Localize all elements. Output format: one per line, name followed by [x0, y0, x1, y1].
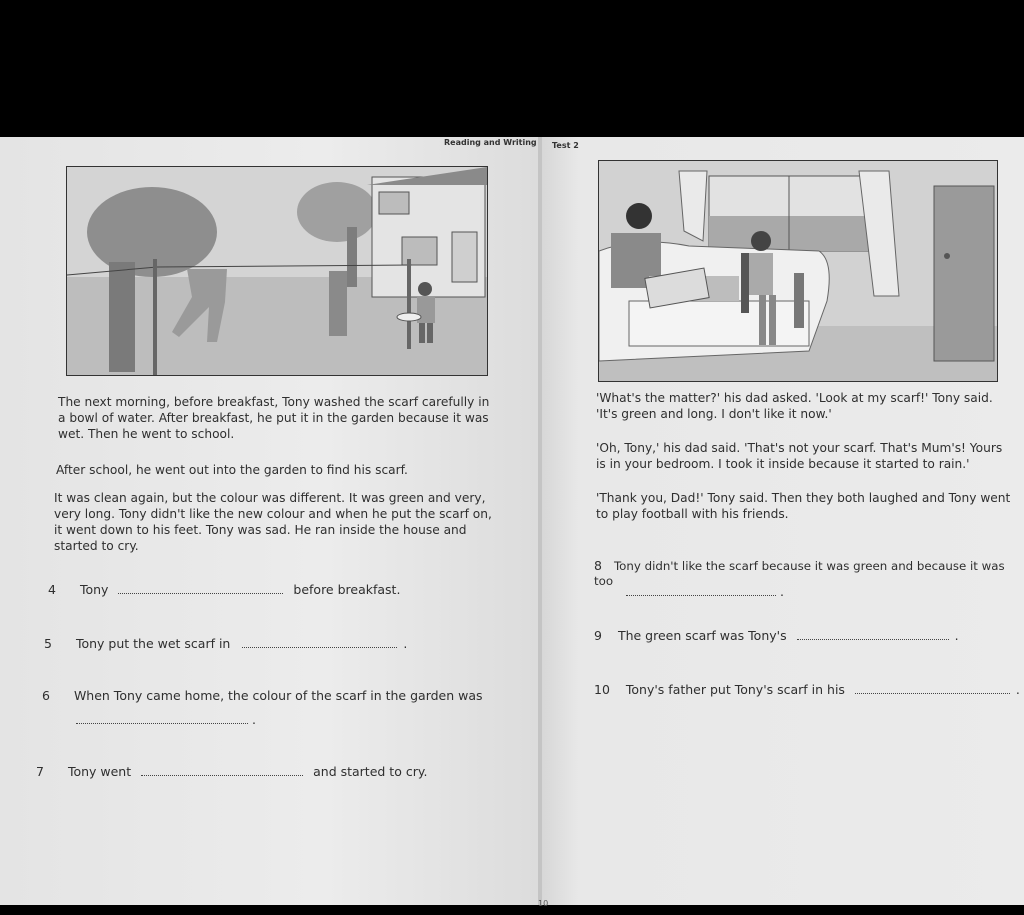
right-paragraph-1: 'What's the matter?' his dad asked. 'Look at my scarf!' Tony said. 'It's green and long. I don't like it now.'	[596, 391, 993, 421]
question-number: 8	[594, 558, 602, 573]
question-text: Tony went	[67, 764, 132, 779]
question-10	[594, 682, 1020, 697]
answer-blank[interactable]	[242, 637, 397, 648]
question-6	[42, 688, 483, 703]
question-number: 9	[594, 628, 602, 643]
left-paragraph-3: It was clean again, but the colour was different. It was green and very, very long. Tony didn't like the new colour and when he put the scarf on, it went down to his feet. Tony was sad. He ran inside the house and started to cry.	[54, 491, 492, 553]
question-6-answer-line	[76, 712, 256, 727]
header-right: Test 2	[552, 141, 579, 150]
garden-clothesline-illustration	[66, 166, 488, 376]
book-gutter	[538, 137, 542, 905]
question-text-end: .	[779, 584, 784, 599]
question-text: When Tony came home, the colour of the scarf in the garden was	[73, 688, 483, 703]
question-number: 6	[42, 688, 50, 703]
question-text-end: before breakfast.	[293, 582, 401, 597]
answer-blank[interactable]	[141, 765, 303, 776]
left-paragraph-2: After school, he went out into the garden to find his scarf.	[56, 463, 408, 477]
question-4	[48, 582, 400, 597]
question-text: The green scarf was Tony's	[617, 628, 787, 643]
question-text: Tony didn't like the scarf because it was green and because it was too	[594, 559, 1005, 588]
answer-blank[interactable]	[797, 629, 949, 640]
answer-blank[interactable]	[626, 585, 776, 596]
question-number: 5	[44, 636, 52, 651]
question-text-end: .	[251, 712, 256, 727]
left-paragraph-1: The next morning, before breakfast, Tony washed the scarf carefully in a bowl of water. After breakfast, he put it in the garden because it was wet. Then he went to school.	[58, 395, 490, 441]
question-text: Tony's father put Tony's scarf in his	[625, 682, 845, 697]
question-text-end: .	[954, 628, 959, 643]
right-paragraph-3: 'Thank you, Dad!' Tony said. Then they both laughed and Tony went to play football with his friends.	[596, 491, 1011, 521]
living-room-sofa-illustration	[598, 160, 998, 382]
question-text-end: .	[403, 636, 408, 651]
answer-blank[interactable]	[76, 713, 248, 724]
page-number: 10	[538, 899, 549, 908]
answer-blank[interactable]	[118, 583, 283, 594]
question-8-answer-line	[626, 584, 784, 599]
answer-blank[interactable]	[855, 683, 1010, 694]
question-5	[44, 636, 407, 651]
question-text: Tony	[79, 582, 109, 597]
question-text-end: and started to cry.	[313, 764, 428, 779]
question-9	[594, 628, 959, 643]
question-number: 10	[594, 682, 610, 697]
question-number: 7	[36, 764, 44, 779]
question-number: 4	[48, 582, 56, 597]
question-7	[36, 764, 427, 779]
question-text-end: .	[1015, 682, 1020, 697]
right-paragraph-2: 'Oh, Tony,' his dad said. 'That's not your scarf. That's Mum's! Yours is in your bedroom. I took it inside because it started to rain.'	[596, 441, 1003, 471]
header-left: Reading and Writing	[444, 138, 537, 147]
question-text: Tony put the wet scarf in	[75, 636, 231, 651]
